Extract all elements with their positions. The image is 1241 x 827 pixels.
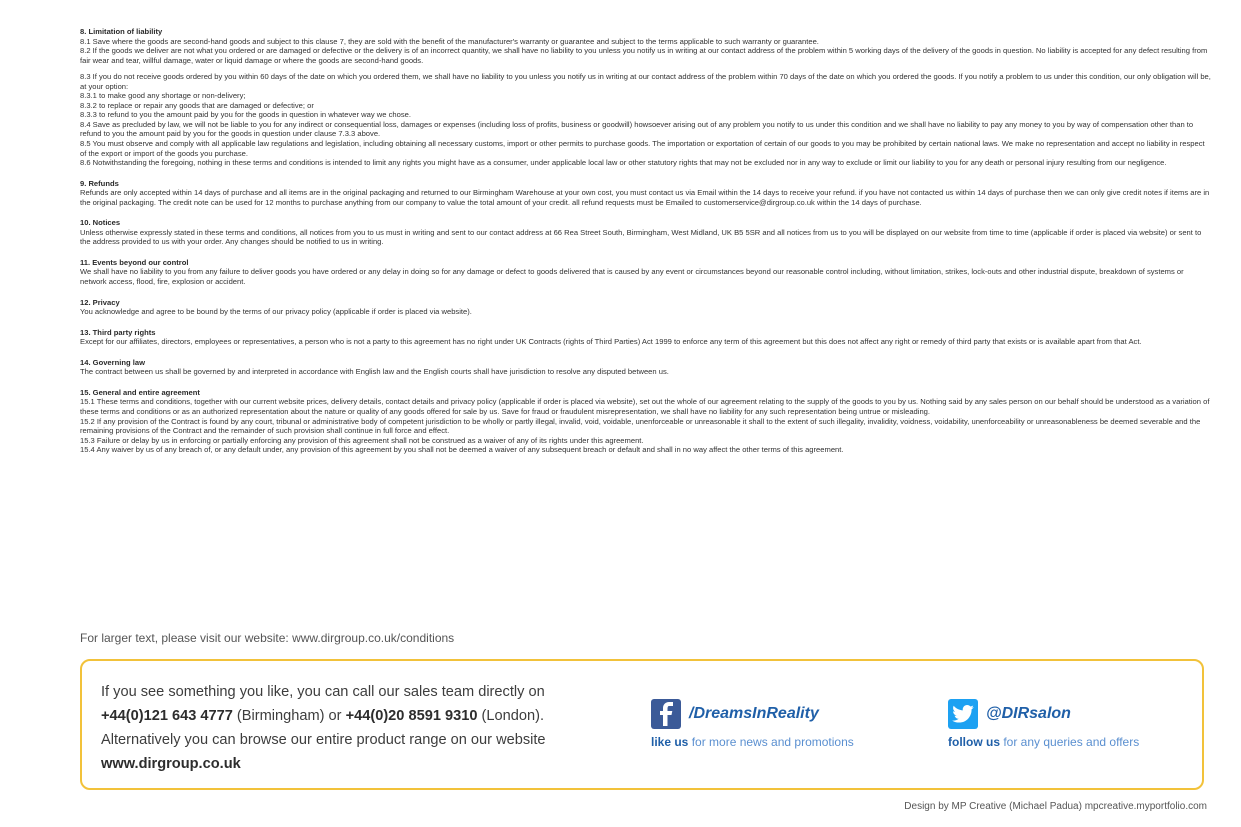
facebook-tagline-text: for more news and promotions bbox=[688, 735, 854, 749]
section-paragraph: We shall have no liability to you from any failure to deliver goods you have ordered or any delay in doing so for any damage or defect to goods delivered that is caused by any event or circumstances beyond our reasonable control including, without limitation, strikes, lock-outs and other industrial dispute, breakdown of systems or network access, flood, fire, explosion or accident. bbox=[80, 267, 1184, 287]
facebook-head bbox=[651, 699, 854, 729]
phone-birmingham[interactable]: +44(0)121 643 4777 bbox=[101, 708, 233, 724]
section-title: 14. Governing law bbox=[80, 357, 145, 367]
facebook-tagline bbox=[651, 735, 854, 749]
section-14 bbox=[80, 358, 1212, 377]
section-title: 10. Notices bbox=[80, 218, 121, 228]
section-12 bbox=[80, 298, 1212, 317]
london-label: (London). bbox=[477, 708, 544, 724]
twitter-follow-label: follow us bbox=[948, 735, 1000, 749]
section-paragraph: 8.4 Save as precluded by law, we will not be liable to you for any indirect or consequential loss, damages or expenses (including loss of profits, business or goodwill) howsoever arising out of any problem you notify to us under this condition and we shall have no liability to pay any money to you by way of compensation other than to refund to you the amount paid by you for the goods in question under clause 7.3.3 above. bbox=[80, 119, 1194, 139]
section-paragraph: 15.4 Any waiver by us of any breach of, or any default under, any provision of this agreement by you shall not be deemed a waiver of any subsequent breach or default and shall in no way affect the other terms of this agreement. bbox=[80, 445, 844, 455]
section-paragraph: 15.3 Failure or delay by us in enforcing or partially enforcing any provision of this agreement shall not be construed as a waiver of any of its rights under this agreement. bbox=[80, 435, 644, 445]
birmingham-label: (Birmingham) or bbox=[232, 708, 346, 724]
twitter-tagline bbox=[948, 735, 1139, 749]
sales-line-4 bbox=[101, 752, 601, 776]
facebook-block bbox=[651, 699, 854, 749]
larger-text-notice: For larger text, please visit our website: www.dirgroup.co.uk/conditions bbox=[80, 631, 455, 645]
section-paragraph: 8.6 Notwithstanding the foregoing, nothing in these terms and conditions is intended to limit any rights you might have as a consumer, under applicable local law or other statutory rights that may not be excluded nor in any way to exclude or limit our liability to you for any death or personal injury resulting from our negligence. bbox=[80, 158, 1167, 168]
section-paragraph: 8.1 Save where the goods are second-hand goods and subject to this clause 7, they are sold with the benefit of the manufacturer's warranty or guarantee and subject to the terms applicable to such warranty or guarantee. bbox=[80, 36, 819, 46]
section-paragraph: 8.3.1 to make good any shortage or non-delivery; bbox=[80, 91, 246, 101]
section-title: 8. Limitation of liability bbox=[80, 27, 163, 36]
twitter-block bbox=[948, 699, 1139, 749]
twitter-bird-icon[interactable] bbox=[948, 699, 978, 729]
sales-line-2 bbox=[101, 704, 601, 728]
section-8 bbox=[80, 27, 1212, 168]
twitter-tagline-text: for any queries and offers bbox=[1000, 735, 1140, 749]
section-title: 9. Refunds bbox=[80, 178, 119, 188]
twitter-handle[interactable]: @DIRsalon bbox=[986, 705, 1071, 722]
section-paragraph: You acknowledge and agree to be bound by the terms of our privacy policy (applicable if order is placed via website). bbox=[80, 307, 472, 317]
section-title: 12. Privacy bbox=[80, 297, 120, 307]
terms-document bbox=[80, 27, 1212, 466]
section-paragraph: 8.2 If the goods we deliver are not what you ordered or are damaged or defective or the delivery is of an incorrect quantity, we shall have no liability to you unless you notify us in writing at our contact address of the problem within 5 working days of the delivery of the goods in question. No liability is accepted for any defect resulting from fair wear and tear, willful damage, water or liquid damage or where the goods are second-hand goods. bbox=[80, 46, 1208, 65]
facebook-handle[interactable]: /DreamsInReality bbox=[689, 705, 819, 722]
facebook-like-label: like us bbox=[651, 735, 689, 749]
section-9 bbox=[80, 179, 1212, 208]
section-title: 11. Events beyond our control bbox=[80, 257, 189, 267]
section-10 bbox=[80, 218, 1212, 247]
facebook-icon[interactable] bbox=[651, 699, 681, 729]
section-title: 13. Third party rights bbox=[80, 327, 156, 337]
section-title: 15. General and entire agreement bbox=[80, 387, 200, 397]
section-paragraph: 8.3.2 to replace or repair any goods that are damaged or defective; or bbox=[80, 100, 314, 110]
section-paragraph: 8.5 You must observe and comply with all applicable law regulations and legislation, including obtaining all necessary customs, import or other permits to purchase goods. The importation or exportation of certain of our goods to you may be prohibited by certain national laws. We make no representation and accept no liability in respect of the export or import of the goods you purchase. bbox=[80, 139, 1205, 158]
section-paragraph: 8.3.3 to refund to you the amount paid by you for the goods in question in whatever way we chose. bbox=[80, 110, 411, 120]
section-paragraph: 15.1 These terms and conditions, together with our current website prices, delivery details, contact details and privacy policy (applicable if order is placed via website), set out the whole of our agreement relating to the supply of the goods to you by us. Nothing said by any sales person on our behalf should be understood as a variation of these terms and conditions or as an authorized representation about the nature or quality of any goods offered for sale by us. Save for fraud or fraudulent misrepresentation, we shall have no liability for any such representation being untrue or misleading. bbox=[80, 397, 1210, 416]
section-11 bbox=[80, 258, 1212, 287]
phone-london[interactable]: +44(0)20 8591 9310 bbox=[345, 708, 478, 724]
section-paragraph: 8.3 If you do not receive goods ordered by you within 60 days of the date on which you ordered them, we shall have no liability to you unless you notify us in writing at our contact address of the problem within 70 days of the date on which you ordered the goods. If you notify a problem to us under this condition, our only obligation will be, at your option: bbox=[80, 72, 1211, 91]
section-15 bbox=[80, 388, 1212, 455]
section-paragraph: Except for our affiliates, directors, employees or representatives, a person who is not a party to this agreement has no right under UK Contracts (rights of Third Parties) Act 1999 to enforce any term of this agreement but this does not affect any right or remedy of third party that exists or is available apart from that Act. bbox=[80, 337, 1142, 347]
website-link[interactable]: www.dirgroup.co.uk bbox=[101, 756, 241, 772]
section-paragraph: Unless otherwise expressly stated in these terms and conditions, all notices from you to us must in writing and sent to our contact address at 66 Rea Street South, Birmingham, West Midland, UK B5 5SR and all notices from us to you will be displayed on our website from time to time (applicable if order is placed via website) or sent to the address provided to us with your order. Any changes should be notified to us in writing. bbox=[80, 227, 1202, 247]
contact-box bbox=[80, 659, 1204, 790]
section-paragraph: The contract between us shall be governed by and interpreted in accordance with English law and the English courts shall have jurisdiction to resolve any disputed between us. bbox=[80, 367, 669, 377]
sales-line-1: If you see something you like, you can call our sales team directly on bbox=[101, 684, 545, 700]
design-credit: Design by MP Creative (Michael Padua) mpcreative.myportfolio.com bbox=[904, 801, 1207, 812]
twitter-head bbox=[948, 699, 1139, 729]
section-paragraph: Refunds are only accepted within 14 days of purchase and all items are in the original packaging and returned to our Birmingham Warehouse at your own cost, you must contact us via Email within the 14 days to receive your refund. if you have not contacted us within 14 days of purchase then we can only give credit notes if items are in the original packaging. The credit note can be used for 12 months to purchase anything from our company to value the total amount of your credit. all refund requests must be Emailed to customerservice@dirgroup.co.uk within the 14 days of purchase. bbox=[80, 188, 1210, 207]
sales-line-3: Alternatively you can browse our entire product range on our website bbox=[101, 732, 546, 748]
section-13 bbox=[80, 328, 1212, 347]
sales-info bbox=[101, 680, 601, 776]
section-paragraph: 15.2 If any provision of the Contract is found by any court, tribunal or administrative body of competent jurisdiction to be wholly or partly illegal, invalid, void, voidable, unenforceable or unreasonable it shall to the extent of such illegality, invalidity, voidness, voidability, unenforceability or unreasonableness be deemed severable and the remaining provisions of the Contract and the remainder of such provision shall continue in full force and effect. bbox=[80, 416, 1201, 436]
